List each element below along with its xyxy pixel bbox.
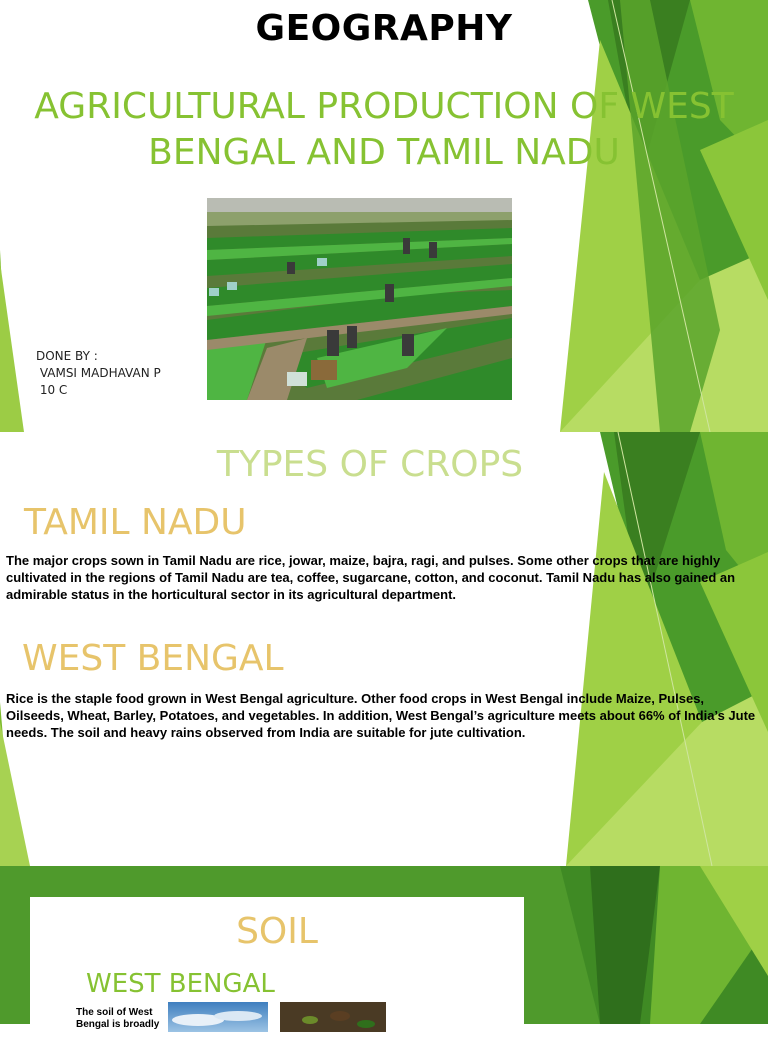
- section-heading-types-of-crops: TYPES OF CROPS: [216, 444, 524, 485]
- sky-landscape-photo: [168, 1002, 268, 1032]
- credits-name: VAMSI MADHAVAN P: [36, 366, 161, 380]
- soil-west-bengal-text: The soil of West Bengal is broadly: [76, 1007, 160, 1030]
- west-bengal-crops-text: Rice is the staple food grown in West Bengal agriculture. Other food crops in West Bengal include Maize, Pulses, Oilseeds, Wheat, Barley, Potatoes, and vegetables. In addition, West Bengal’s agriculture meets about 66% of India’s Jute needs. The soil and heavy rains observed from India are suitable for jute cultivation.: [6, 691, 756, 740]
- subtitle-line-2: BENGAL AND TAMIL NADU: [148, 132, 620, 173]
- soil-heading-west-bengal: WEST BENGAL: [86, 969, 275, 999]
- subtitle-line-1: AGRICULTURAL PRODUCTION OF WEST: [34, 86, 734, 127]
- section-heading-soil: SOIL: [236, 911, 318, 952]
- credits-done-by: DONE BY :: [36, 349, 98, 363]
- soil-photo: [280, 1002, 386, 1032]
- credits-class: 10 C: [36, 383, 68, 397]
- slide-soil: [0, 866, 768, 1030]
- credits: [36, 348, 161, 399]
- presentation-subtitle: [0, 84, 768, 176]
- heading-tamil-nadu: TAMIL NADU: [24, 502, 247, 543]
- soil-content-card: [30, 897, 524, 1037]
- slide-title-text: GEOGRAPHY: [255, 8, 513, 49]
- heading-west-bengal: WEST BENGAL: [22, 638, 284, 679]
- slide-types-of-crops: [0, 432, 768, 866]
- slide-title: [0, 0, 768, 432]
- farm-field-photo: [207, 198, 512, 400]
- tamil-nadu-crops-text: The major crops sown in Tamil Nadu are rice, jowar, maize, bajra, ragi, and pulses. Some other crops that are highly cultivated in the regions of Tamil Nadu are tea, coffee, sugarcane, cotton, and coconut. Tamil Nadu has also gained an admirable status in the horticultural sector in its agricultural department.: [6, 553, 736, 602]
